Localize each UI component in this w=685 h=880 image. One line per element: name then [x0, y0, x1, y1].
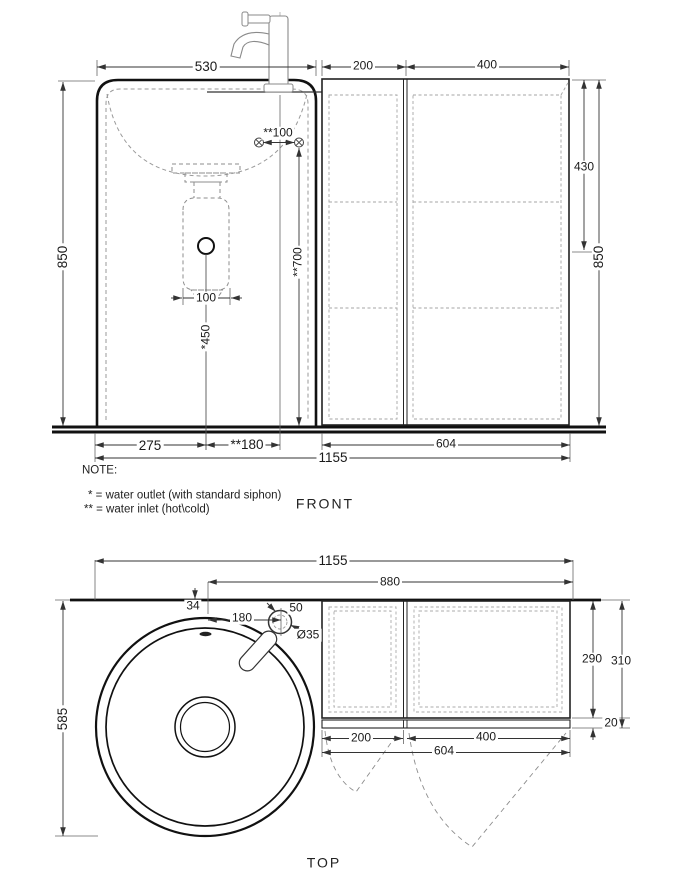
faucet-handle-knob — [242, 12, 248, 26]
dim-height-right: 850 — [590, 245, 606, 269]
dim-leader-50 — [267, 603, 276, 612]
dim-inlet-spacing: **100 — [263, 125, 293, 140]
cabinet-outline-top — [322, 601, 570, 718]
dim-tap-span: 880 — [379, 574, 401, 589]
dim-inlet-height: **700 — [290, 247, 305, 277]
water-outlet-circle — [198, 238, 214, 254]
dim-total-depth: 310 — [610, 653, 632, 668]
cabinet-divider-top — [404, 601, 408, 718]
dim-height-left: 850 — [54, 245, 70, 269]
dim-cabinet-depth: 290 — [581, 651, 603, 666]
door-front-strip — [322, 720, 570, 728]
dim-outlet-offset: 100 — [195, 290, 217, 305]
dim-cabinet-right-width: 400 — [476, 57, 498, 72]
dim-tap-head: 50 — [289, 600, 303, 615]
dim-basin-to-drain: 275 — [138, 437, 162, 453]
dim-tap-diameter: Ø35 — [296, 627, 320, 642]
dim-total-width-top: 1155 — [318, 552, 348, 568]
dim-drain-to-tap: **180 — [230, 436, 264, 452]
basin-inner-rim — [106, 628, 304, 826]
floor-line — [52, 427, 606, 432]
dim-tap-offset: 180 — [231, 610, 253, 625]
faucet-base — [264, 84, 293, 92]
front-view-label: FRONT — [295, 495, 355, 512]
front-view — [52, 12, 606, 462]
door-strip-divider — [404, 720, 408, 728]
dim-door-left-width: 200 — [350, 730, 372, 745]
dim-shelf-height: 430 — [573, 159, 595, 174]
dim-cabinet-width-top: 604 — [433, 743, 455, 758]
cabinet-dashed-panels-top — [329, 607, 562, 712]
note-outlet-line: * = water outlet (with standard siphon) — [88, 489, 282, 502]
faucet-spout — [231, 32, 269, 58]
dim-cabinet-left-width: 200 — [352, 58, 374, 73]
dim-outlet-height: *450 — [198, 324, 213, 350]
note-title: NOTE: — [82, 464, 118, 477]
top-view-label: TOP — [306, 854, 342, 871]
drain-inner-circle — [181, 703, 230, 752]
dimension-lines-top — [63, 561, 622, 836]
faucet-body — [269, 16, 288, 90]
dim-cabinet-width-front: 604 — [435, 436, 457, 451]
dim-door-right-width: 400 — [475, 729, 497, 744]
drain-outer-circle — [175, 697, 235, 757]
top-view — [55, 560, 630, 847]
faucet-handle — [246, 15, 270, 23]
cabinet-dashed-panels-front — [329, 81, 569, 419]
dim-basin-depth: 585 — [54, 707, 70, 731]
dim-rim-offset: 34 — [186, 598, 200, 613]
dim-door-thickness: 20 — [604, 715, 618, 730]
cabinet-outline-front — [322, 79, 569, 425]
extension-lines-front — [54, 57, 606, 462]
note-inlet-line: ** = water inlet (hot\cold) — [84, 503, 210, 516]
overflow-mark — [200, 632, 212, 636]
basin-outer-rim — [96, 618, 314, 836]
cabinet-divider-front — [404, 79, 408, 425]
dimension-lines-front — [63, 67, 599, 458]
dim-total-width-front: 1155 — [318, 449, 348, 465]
dim-basin-width: 530 — [194, 58, 218, 74]
